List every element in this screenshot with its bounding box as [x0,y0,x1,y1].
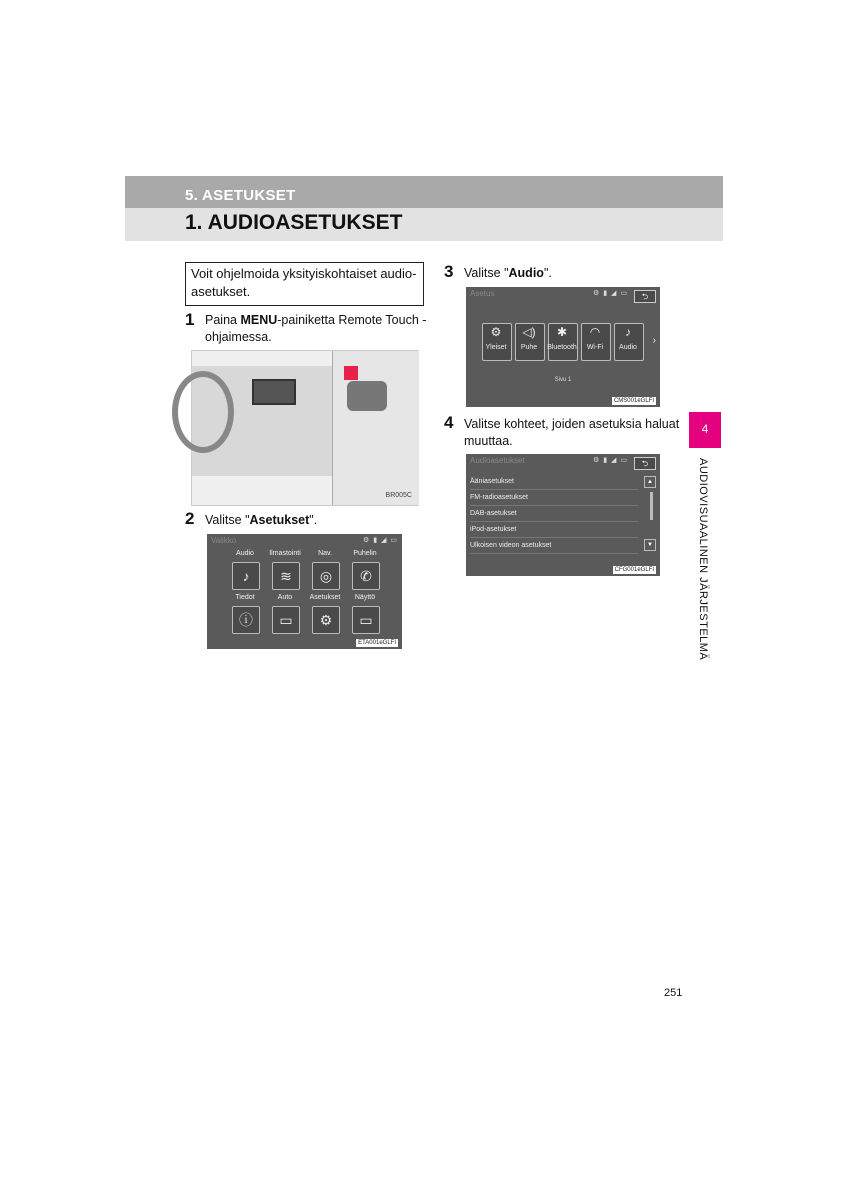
step-2-text: Valitse "Asetukset". [205,513,318,527]
menu-label: Audio [236,550,254,557]
back-button[interactable]: ⮌ [634,290,656,303]
bluetooth-icon: ✱ [556,325,568,339]
display-button[interactable]: ▭ [352,606,380,634]
figure-code: ETA001eGLFI [358,640,396,646]
menu-label: Tiedot [235,594,255,601]
figure-code: CMS001eGLFI [613,398,654,404]
menu-label: Puhelin [353,550,377,557]
intro-box: Voit ohjelmoida yksityiskohtaiset audio-asetukset. [185,262,424,306]
menu-button-arrow-icon [344,366,358,380]
menu-label: Näyttö [354,594,376,601]
list-item[interactable]: FM-radioasetukset [470,490,638,506]
music-note-icon: ♪ [625,325,631,339]
speaker-icon: ◁) [522,325,536,339]
menu-screenshot [207,534,402,649]
menu-label: Auto [277,594,293,601]
section-title: 5. ASETUKSET [185,187,296,204]
scrollbar[interactable] [650,492,653,520]
climate-button[interactable]: ≋ [272,562,300,590]
page-indicator: Sivu 1 [554,377,572,383]
next-page-icon[interactable]: › [652,335,656,346]
list-item[interactable]: DAB-asetukset [470,506,638,522]
chapter-side-label: AUDIOVISUAALINEN JÄRJESTELMÄ [697,458,709,661]
audio-button[interactable]: ♪ [232,562,260,590]
step-4-text: Valitse kohteet, joiden asetuksia haluat muuttaa. [464,417,680,448]
screen-title: Asetus [470,289,495,298]
chapter-header [125,208,723,241]
list-item[interactable]: Ulkoisen videon asetukset [470,538,638,554]
step-2-number: 2 [185,509,195,528]
screen-title: Audioasetukset [470,456,525,465]
section-header [125,176,723,208]
button-label: Wi-Fi [586,344,604,351]
step-4-number: 4 [444,413,454,432]
phone-button[interactable]: ✆ [352,562,380,590]
list-item[interactable]: iPod-asetukset [470,522,638,538]
wifi-icon: ◠ [589,325,601,339]
scroll-down-button[interactable]: ▼ [644,539,656,551]
menu-label: Nav. [318,550,332,557]
setup-button[interactable]: ⚙ [312,606,340,634]
gear-icon: ⚙ [490,325,502,339]
page-number: 251 [664,987,683,999]
step-1-text: Paina MENU-painiketta Remote Touch -ohjaimessa. [205,313,427,344]
audio-settings-screenshot [466,454,660,576]
car-interior-illustration [191,350,419,506]
menu-label: Ilmastointi [269,550,301,557]
menu-label: Asetukset [309,594,341,601]
button-label: Bluetooth [547,344,577,351]
remote-touch-pad [347,381,387,411]
list-item[interactable]: Ääniasetukset [470,474,638,490]
car-button[interactable]: ▭ [272,606,300,634]
status-icons: ⚙ ▮ ◢ ▭ [593,457,628,464]
status-icons: ⚙ ▮ ◢ ▭ [593,290,628,297]
scroll-up-button[interactable]: ▲ [644,476,656,488]
step-1-number: 1 [185,310,195,329]
info-button[interactable]: ⓘ [232,606,260,634]
chapter-tab: 4 [689,412,721,448]
button-label: Yleiset [485,344,507,351]
step-3-number: 3 [444,262,454,281]
figure-code: CFG001eGLFI [614,567,654,573]
step-3-text: Valitse "Audio". [464,266,552,280]
back-button[interactable]: ⮌ [634,457,656,470]
chapter-title: 1. AUDIOASETUKSET [185,211,403,234]
screen-title: Valikko [211,536,237,545]
status-icons: ⚙ ▮ ◢ ▭ [363,537,398,544]
setup-screenshot [466,287,660,407]
figure-code: BR005C [385,492,412,499]
nav-button[interactable]: ◎ [312,562,340,590]
button-label: Puhe [520,344,538,351]
button-label: Audio [619,344,637,351]
